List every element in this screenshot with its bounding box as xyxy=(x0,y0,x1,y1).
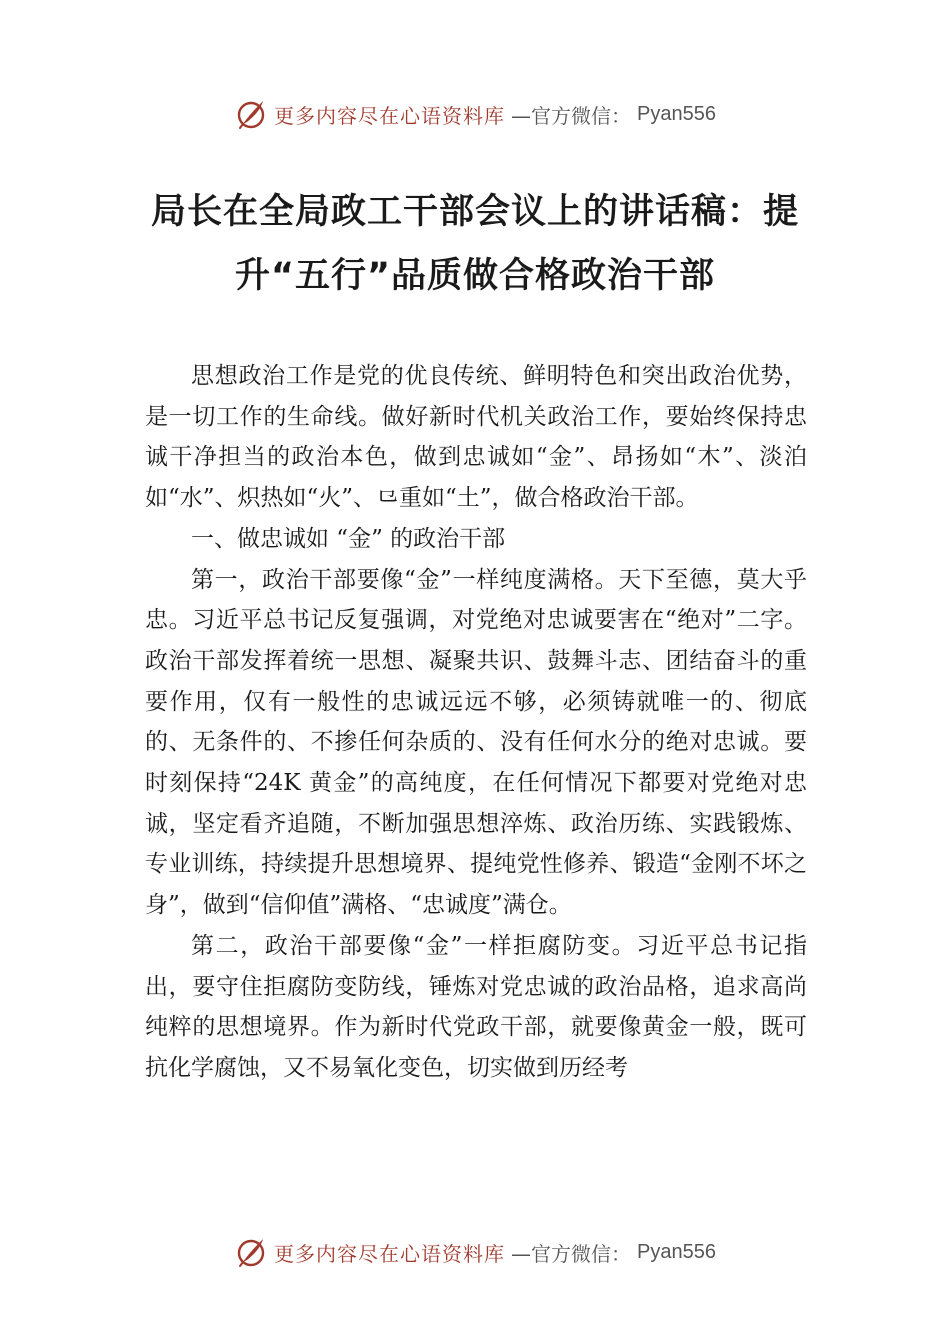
footer-banner xyxy=(0,1232,950,1272)
header-wechat-id: Pyan556 xyxy=(637,102,716,125)
document-body xyxy=(145,356,807,1089)
header-banner-text: 更多内容尽在心语资料库 xyxy=(274,103,506,128)
quill-pen-logo-icon xyxy=(234,97,268,131)
section-heading-gold: 一、做忠诚如 “金” 的政治干部 xyxy=(191,525,506,552)
footer-wechat-id: Pyan556 xyxy=(637,1240,716,1263)
footer-banner-separator: —官方微信： xyxy=(511,1241,632,1266)
header-banner xyxy=(0,94,950,134)
header-banner-separator: —官方微信： xyxy=(511,103,632,128)
document-title: 局长在全局政工干部会议上的讲话稿：提升“五行”品质做合格政治干部 xyxy=(150,192,799,296)
paragraph-first-point: 第一，政治干部要像“金”一样纯度满格。天下至德，莫大乎忠。习近平总书记反复强调，对党绝对忠诚要害在“绝对”二字。政治干部发挥着统一思想、凝聚共识、鼓舞斗志、团结奋斗的重要作用，仅有一般性的忠诚远远不够，必须铸就唯一的、彻底的、无条件的、不掺任何杂质的、没有任何水分的绝对忠诚。要时刻保持“24K 黄金”的高纯度，在任何情况下都要对党绝对忠诚，坚定看齐追随，不断加强思想淬炼、政治历练、实践锻炼、专业训练，持续提升思想境界、提纯党性修养、锻造“金刚不坏之身”，做到“信仰值”满格、“忠诚度”满仓。 xyxy=(145,566,807,919)
intro-paragraph: 思想政治工作是党的优良传统、鲜明特色和突出政治优势，是一切工作的生命线。做好新时代机关政治工作，要始终保持忠诚干净担当的政治本色，做到忠诚如“金”、昂扬如“木”、淡泊如“水”、炽热如“火”、⺋重如“土”，做合格政治干部。 xyxy=(145,363,807,512)
footer-banner-text: 更多内容尽在心语资料库 xyxy=(274,1241,506,1266)
quill-pen-logo-icon xyxy=(234,1235,268,1269)
paragraph-second-point: 第二，政治干部要像“金”一样拒腐防变。习近平总书记指出，要守住拒腐防变防线，锤炼对党忠诚的政治品格，追求高尚纯粹的思想境界。作为新时代党政干部，就要像黄金一般，既可抗化学腐蚀，又不易氧化变色，切实做到历经考 xyxy=(145,932,807,1081)
